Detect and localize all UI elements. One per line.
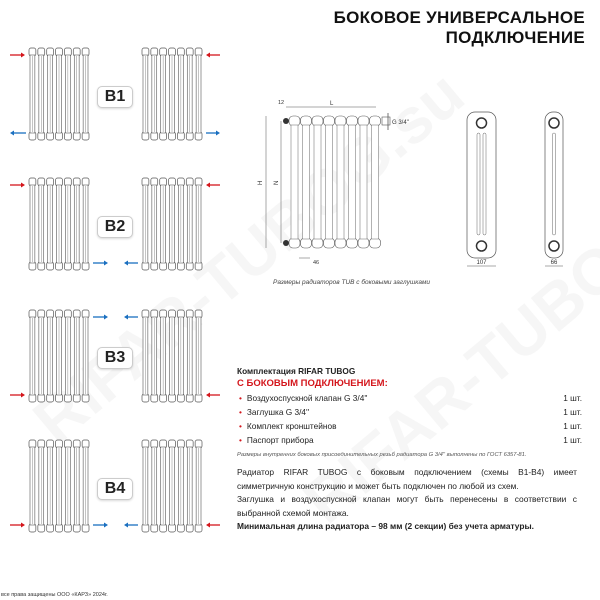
supply-arrowhead-icon: [206, 393, 210, 398]
dimension-label: 66: [550, 260, 558, 266]
return-arrowhead-icon: [124, 523, 128, 528]
scheme-label-b2: B2: [97, 216, 133, 238]
kit-item-name: Паспорт прибора: [246, 435, 314, 445]
kit-item-qty: 1 шт.: [563, 435, 582, 445]
section-bottom: [347, 238, 358, 248]
return-arrowhead-icon: [104, 523, 108, 528]
copyright: все права защищены ООО «КАРЗ» 2024г.: [1, 592, 108, 598]
section-tube: [291, 125, 298, 239]
page-title-line2: ПОДКЛЮЧЕНИЕ: [445, 28, 585, 47]
section-top: [312, 116, 323, 126]
section-top: [347, 116, 358, 126]
port-icon: [477, 241, 487, 251]
supply-arrowhead-icon: [21, 53, 25, 58]
bullet-icon: •: [239, 393, 242, 403]
kit-item-qty: 1 шт.: [563, 421, 582, 431]
kit-item: [237, 407, 582, 417]
section-top: [324, 116, 335, 126]
section-bottom: [312, 238, 323, 248]
port-icon: [549, 241, 559, 251]
section-bottom: [324, 238, 335, 248]
kit-item-qty: 1 шт.: [563, 407, 582, 417]
description-p2: Заглушка и воздухоспускной клапан могут быть перенесены в соответствии с выбранной схемой монтажа.: [237, 494, 577, 518]
radiator-icon: [29, 178, 89, 270]
section-tube: [372, 125, 379, 239]
return-arrowhead-icon: [10, 131, 14, 136]
section-top: [358, 116, 369, 126]
return-arrowhead-icon: [104, 261, 108, 266]
kit-subtitle: С БОКОВЫМ ПОДКЛЮЧЕНИЕМ:: [237, 378, 388, 389]
supply-arrowhead-icon: [21, 523, 25, 528]
bullet-icon: •: [239, 421, 242, 431]
return-arrowhead-icon: [124, 315, 128, 320]
radiator-icon: [142, 440, 202, 532]
radiator-icon: [142, 178, 202, 270]
section-top: [301, 116, 312, 126]
section-bottom: [370, 238, 381, 248]
section-tube: [326, 125, 333, 239]
section-top: [370, 116, 381, 126]
supply-arrowhead-icon: [206, 183, 210, 188]
kit-item: [237, 421, 582, 431]
side-view-drawing: [545, 112, 563, 266]
kit-item-qty: 1 шт.: [563, 393, 582, 403]
side-column: [483, 133, 486, 235]
dimension-label: N: [274, 180, 280, 185]
dimension-label: 12: [278, 100, 285, 106]
supply-arrowhead-icon: [21, 393, 25, 398]
bullet-icon: •: [239, 407, 242, 417]
kit-title: Комплектация RIFAR TUBOG: [237, 366, 356, 376]
scheme-label-b1: B1: [97, 86, 133, 108]
radiator-icon: [29, 310, 89, 402]
section-tube: [337, 125, 344, 239]
section-top: [335, 116, 346, 126]
connection-fitting: [382, 117, 390, 125]
page-title-line1: БОКОВОЕ УНИВЕРСАЛЬНОЕ: [333, 8, 585, 27]
kit-section: [237, 366, 582, 458]
kit-item-name: Комплект кронштейнов: [246, 421, 337, 431]
section-tube: [360, 125, 367, 239]
dimension-label: G 3/4'': [392, 120, 409, 126]
supply-arrowhead-icon: [206, 53, 210, 58]
kit-item-name: Воздухоспускной клапан G 3/4'': [246, 393, 368, 403]
description-p1: Радиатор RIFAR TUBOG с боковым подключением (схемы B1-B4) имеет симметричную конструкцию и может быть подключен по любой из схем.: [237, 467, 577, 491]
drawing-caption: Размеры радиаторов TUB с боковыми заглушками: [273, 279, 431, 286]
radiator-icon: [29, 440, 89, 532]
scheme-label-b4: B4: [97, 478, 133, 500]
side-column: [477, 133, 480, 235]
description-p3: Минимальная длина радиатора – 98 мм (2 секции) без учета арматуры.: [237, 521, 534, 531]
return-arrowhead-icon: [216, 131, 220, 136]
section-tube: [349, 125, 356, 239]
dimension-label: 107: [476, 260, 487, 266]
bullet-icon: •: [239, 435, 242, 445]
dimension-label: 46: [313, 260, 320, 266]
section-bottom: [335, 238, 346, 248]
kit-item: [237, 435, 582, 445]
scheme-label-b3: B3: [97, 347, 133, 369]
description: [237, 466, 577, 534]
return-arrowhead-icon: [124, 261, 128, 266]
kit-item: [237, 393, 582, 403]
supply-arrowhead-icon: [206, 523, 210, 528]
radiator-icon: [29, 48, 89, 140]
section-bottom: [358, 238, 369, 248]
section-top: [289, 116, 300, 126]
port-icon: [477, 118, 487, 128]
thread-note: Размеры внутренних боковых присоединительных резьб радиатора G 3/4'' выполнены по ГОСТ 6357-81.: [237, 452, 527, 458]
plug-icon: [283, 118, 289, 124]
dimension-label: L: [330, 101, 334, 107]
supply-arrowhead-icon: [21, 183, 25, 188]
radiator-icon: [142, 310, 202, 402]
return-arrowhead-icon: [104, 315, 108, 320]
side-column: [553, 133, 556, 235]
radiator-icon: [142, 48, 202, 140]
kit-item-name: Заглушка G 3/4'': [246, 407, 310, 417]
section-tube: [314, 125, 321, 239]
front-view-drawing: [266, 107, 390, 258]
port-icon: [549, 118, 559, 128]
section-tube: [303, 125, 310, 239]
section-bottom: [301, 238, 312, 248]
side-view-drawing: [467, 112, 496, 266]
plug-icon: [283, 240, 289, 246]
dimension-label: H: [258, 180, 264, 185]
section-bottom: [289, 238, 300, 248]
side-outline: [467, 112, 496, 258]
